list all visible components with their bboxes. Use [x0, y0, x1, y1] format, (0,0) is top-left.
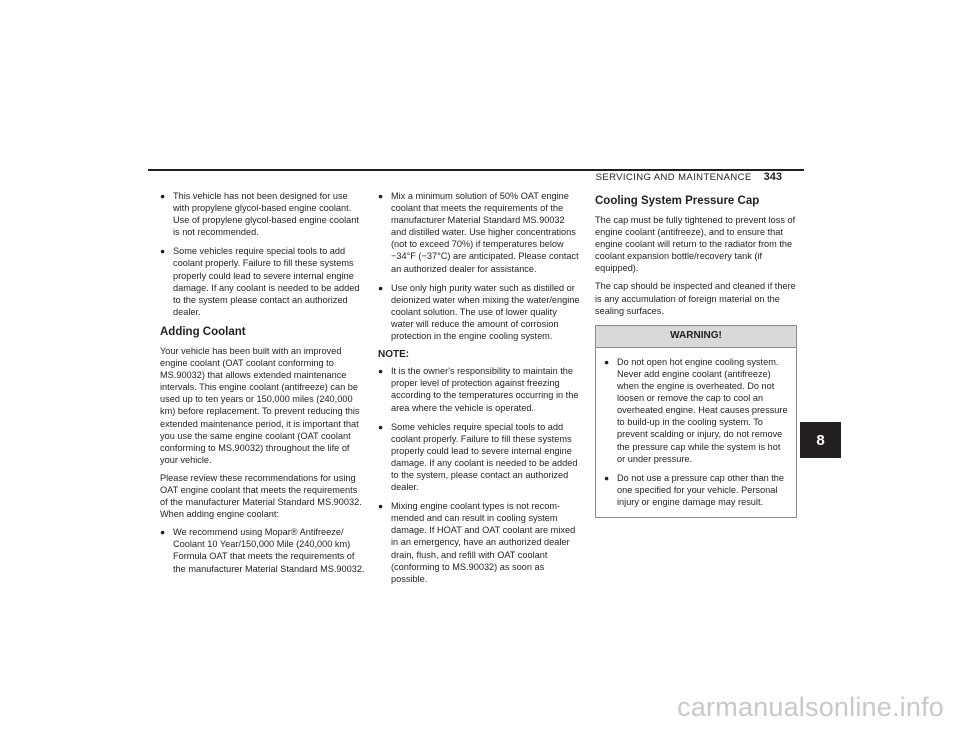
list-item: ● We recommend using Mopar® Antifreeze/ Coolant 10 Year/150,000 Mile (240,000 km) Formula OAT that meets the requirements of the manufacturer Material Standard MS.90032.	[160, 527, 365, 574]
bullet-icon: ●	[604, 356, 610, 367]
bullet-icon: ●	[378, 366, 384, 377]
page-header	[588, 171, 782, 185]
bullet-icon: ●	[604, 472, 610, 483]
bullet-list	[160, 190, 366, 318]
column-3	[595, 190, 800, 518]
paragraph: The cap must be fully tightened to prevent loss of engine coolant (antifreeze), and to ensure that engine coolant will return to the radiator from the coolant expansion bottle/recovery tank (if equipped).	[595, 215, 796, 274]
list-item: ● This vehicle has not been designed for use with propylene glycol-based engine coolant. Use of propylene glycol-based engine coolant is not recommended.	[160, 191, 359, 238]
warning-body	[596, 348, 796, 517]
paragraph: The cap should be inspected and cleaned if there is any accumulation of foreign material on the sealing surfaces.	[595, 281, 796, 316]
bullet-icon: ●	[160, 246, 166, 257]
section-heading-pressure-cap: Cooling System Pressure Cap	[595, 195, 760, 207]
paragraph: Your vehicle has been built with an improved engine coolant (OAT coolant conforming to MS.90032) that allows extended maintenance intervals. This engine coolant (antifreeze) can be used up to ten years or 150,000 miles (240,000 km) before replacement. To prevent reducing this extended maintenance period, it is important that you use the same engine coolant (OAT coolant conforming to MS.90032) throughout the life of your vehicle.	[160, 345, 360, 465]
list-item: ● Some vehicles require special tools to add coolant properly. Failure to fill these systems properly could lead to severe internal engine damage. If any coolant is needed to be added to the system, please contact an authorized dealer.	[378, 421, 578, 493]
list-item: ● Mixing engine coolant types is not recom-mended and can result in cooling system damage. If HOAT and OAT coolant are mixed in an emergency, have an authorized dealer drain, flush, and refill with OAT coolant (conforming to MS.90032) as soon as possible.	[378, 501, 576, 584]
watermark: carmanualsonline.info	[677, 692, 944, 722]
list-item: ● Mix a minimum solution of 50% OAT engine coolant that meets the requirements of the manufacturer Material Standard MS.90032 and distilled water. Use higher concentrations (not to exceed 70%) if temperatures below −34°F (−37°C) are anticipated. Please contact an authorized dealer for assistance.	[378, 191, 579, 274]
bullet-icon: ●	[378, 421, 384, 432]
note-label: NOTE:	[378, 349, 410, 361]
bullet-list	[160, 526, 366, 574]
bullet-icon: ●	[378, 191, 384, 201]
column-2	[378, 190, 580, 592]
list-item: ● Do not open hot engine cooling system. Never add engine coolant (antifreeze) when the engine is overheated. Do not loosen or remove the cap to cool an overheated engine. Heat causes pressure to build-up in the cooling system. To prevent scalding or injury, do not remove the pressure cap while the system is hot or under pressure.	[604, 356, 788, 464]
paragraph: Please review these recommendations for using OAT engine coolant that meets the requirements of the manufacturer Material Standard MS.90032. When adding engine coolant:	[160, 472, 362, 520]
warning-list	[604, 356, 788, 508]
chapter-tab: 8	[800, 422, 841, 458]
section-name: SERVICING AND MAINTENANCE	[595, 172, 752, 183]
warning-box	[595, 325, 797, 518]
bullet-list	[378, 190, 580, 342]
list-item: ● Use only high purity water such as distilled or deionized water when mixing the water/engine coolant solution. The use of lower quality water will reduce the amount of corrosion protection in the engine cooling system.	[378, 282, 580, 342]
bullet-icon: ●	[160, 191, 166, 201]
list-item: ● Do not use a pressure cap other than the one specified for your vehicle. Personal injury or engine damage may result.	[604, 472, 785, 507]
bullet-icon: ●	[378, 501, 384, 512]
bullet-icon: ●	[378, 282, 384, 293]
note-list	[378, 365, 580, 585]
section-heading-adding-coolant: Adding Coolant	[160, 325, 246, 338]
warning-title: WARNING!	[596, 326, 796, 348]
list-item: ● It is the owner's responsibility to maintain the proper level of protection against freezing according to the temperatures occurring in the area where the vehicle is operated.	[378, 366, 579, 413]
page-number: 343	[763, 171, 782, 183]
list-item: ● Some vehicles require special tools to add coolant properly. Failure to fill these systems properly could lead to severe internal engine damage. If any coolant is needed to be added to the system please contact an authorized dealer.	[160, 246, 360, 317]
column-1	[160, 190, 366, 582]
bullet-icon: ●	[160, 527, 166, 538]
